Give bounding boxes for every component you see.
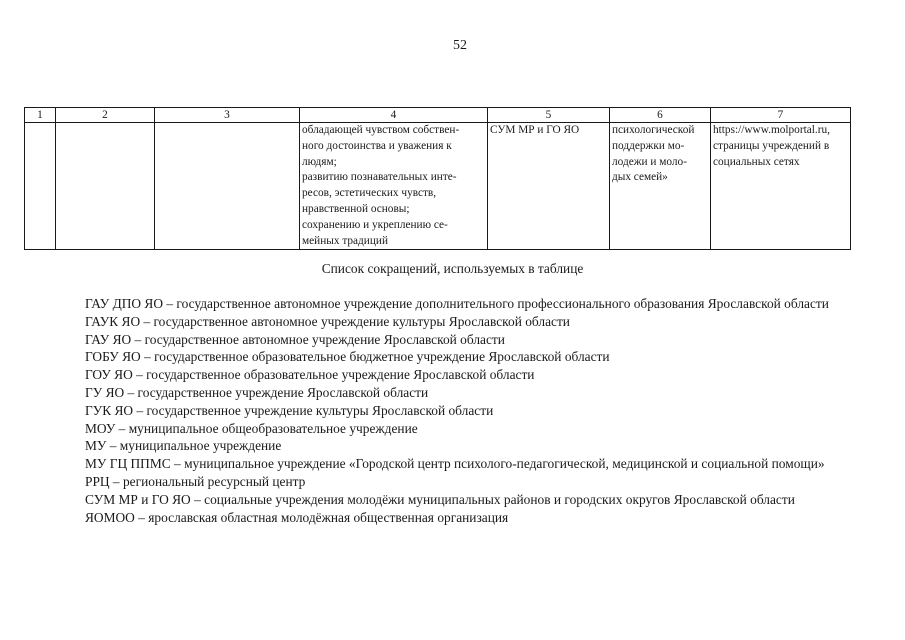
column-header-7: 7 bbox=[711, 108, 851, 123]
column-header-6: 6 bbox=[610, 108, 711, 123]
abbreviation-item: ГАУ ДПО ЯО – государственное автономное учреждение дополнительного профессионального образования Ярославской области bbox=[85, 296, 829, 311]
table-cell-col1 bbox=[25, 123, 56, 250]
table-cell-col4 bbox=[300, 123, 488, 250]
column-header-4: 4 bbox=[300, 108, 488, 123]
cell-text-line: обладающей чувством собствен- bbox=[302, 124, 460, 136]
page-number: 52 bbox=[453, 38, 467, 53]
abbreviation-item: ГУК ЯО – государственное учреждение культуры Ярославской области bbox=[85, 402, 494, 418]
abbreviation-item: ГАУК ЯО – государственное автономное учреждение культуры Ярославской области bbox=[85, 313, 570, 329]
table-cell-col7 bbox=[711, 123, 851, 250]
column-header-1: 1 bbox=[25, 108, 56, 123]
cell-text-line: дых семей» bbox=[612, 171, 668, 184]
cell-text-line: лодежи и моло- bbox=[612, 155, 687, 168]
cell-text-line: СУМ МР и ГО ЯО bbox=[490, 124, 580, 136]
continuation-table bbox=[24, 107, 851, 250]
cell-text-line: психологической bbox=[612, 124, 695, 136]
table-row bbox=[25, 123, 851, 250]
column-header-3: 3 bbox=[155, 108, 300, 123]
column-header-2: 2 bbox=[56, 108, 155, 123]
table-cell-col2 bbox=[56, 123, 155, 250]
abbreviation-item: ГОБУ ЯО – государственное образовательное бюджетное учреждение Ярославской области bbox=[85, 349, 610, 365]
abbreviation-item: МОУ – муниципальное общеобразовательное учреждение bbox=[85, 420, 418, 436]
cell-text-line: людям; bbox=[302, 155, 337, 168]
cell-text-line: страницы учреждений в bbox=[713, 139, 830, 152]
abbreviation-item: ГУ ЯО – государственное учреждение Ярославской области bbox=[85, 384, 429, 400]
table-cell-col6 bbox=[610, 123, 711, 250]
abbreviation-item: СУМ МР и ГО ЯО – социальные учреждения молодёжи муниципальных районов и городских округов Ярославской области bbox=[85, 491, 795, 507]
abbreviation-item: РРЦ – региональный ресурсный центр bbox=[85, 473, 306, 489]
table-cell-col3 bbox=[155, 123, 300, 250]
table-cell-col5 bbox=[488, 123, 610, 250]
cell-text-line: социальных сетях bbox=[713, 155, 800, 168]
table-header-row bbox=[25, 108, 851, 123]
cell-text-line: поддержки мо- bbox=[612, 139, 685, 152]
cell-text-line: ресов, эстетических чувств, bbox=[302, 187, 437, 200]
cell-text-line: развитию познавательных инте- bbox=[302, 171, 457, 184]
abbreviations-list bbox=[44, 295, 832, 526]
abbreviation-item: ГАУ ЯО – государственное автономное учреждение Ярославской области bbox=[85, 331, 505, 347]
abbreviations-caption: Список сокращений, используемых в таблице bbox=[321, 261, 584, 276]
cell-text-line: нравственной основы; bbox=[302, 202, 410, 215]
column-header-5: 5 bbox=[488, 108, 610, 123]
cell-text-line: сохранению и укреплению се- bbox=[302, 218, 448, 231]
cell-text-line: ного достоинства и уважения к bbox=[302, 139, 452, 152]
cell-text-line: мейных традиций bbox=[302, 234, 388, 247]
abbreviation-item: ЯОМОО – ярославская областная молодёжная общественная организация bbox=[85, 509, 509, 525]
cell-link-line[interactable]: https://www.molportal.ru, bbox=[713, 124, 830, 136]
abbreviation-item: МУ – муниципальное учреждение bbox=[85, 438, 282, 454]
abbreviation-item: МУ ГЦ ППМС – муниципальное учреждение «Городской центр психолого-педагогической, медицинской и социальной помощи» bbox=[85, 456, 825, 472]
abbreviation-item: ГОУ ЯО – государственное образовательное учреждение Ярославской области bbox=[85, 367, 535, 383]
